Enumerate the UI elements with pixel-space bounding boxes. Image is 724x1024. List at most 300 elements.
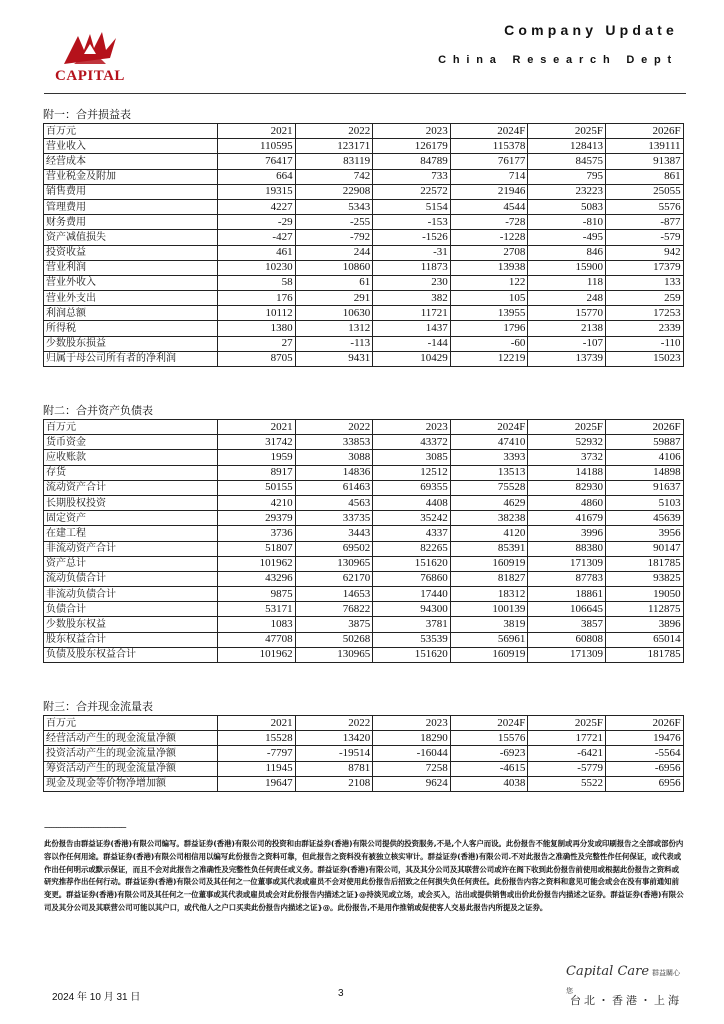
value-cell: 112875 bbox=[605, 602, 683, 617]
value-cell: 248 bbox=[528, 291, 606, 306]
value-cell: 18290 bbox=[373, 731, 451, 746]
eagle-logo-icon bbox=[44, 30, 136, 68]
value-cell: 61463 bbox=[295, 480, 373, 495]
value-cell: -16044 bbox=[373, 746, 451, 761]
value-cell: 82930 bbox=[528, 480, 606, 495]
row-label-cell: 非流动资产合计 bbox=[44, 541, 218, 556]
financial-table bbox=[43, 715, 684, 792]
year-header-cell: 2026F bbox=[605, 420, 683, 435]
value-cell: 664 bbox=[218, 169, 296, 184]
value-cell: 110595 bbox=[218, 139, 296, 154]
value-cell: 75528 bbox=[450, 480, 528, 495]
value-cell: 742 bbox=[295, 169, 373, 184]
row-label-cell: 营业利润 bbox=[44, 260, 218, 275]
year-header-cell: 2024F bbox=[450, 420, 528, 435]
value-cell: 8781 bbox=[295, 761, 373, 776]
value-cell: 90147 bbox=[605, 541, 683, 556]
value-cell: 52932 bbox=[528, 435, 606, 450]
value-cell: 5154 bbox=[373, 199, 451, 214]
value-cell: 81827 bbox=[450, 571, 528, 586]
value-cell: 101962 bbox=[218, 647, 296, 662]
value-cell: 106645 bbox=[528, 602, 606, 617]
value-cell: 83119 bbox=[295, 154, 373, 169]
value-cell: 5083 bbox=[528, 199, 606, 214]
value-cell: 382 bbox=[373, 291, 451, 306]
value-cell: -19514 bbox=[295, 746, 373, 761]
table-title: 附一：合并损益表 bbox=[43, 109, 131, 121]
table-row bbox=[44, 435, 684, 450]
unit-header-cell: 百万元 bbox=[44, 124, 218, 139]
value-cell: 14653 bbox=[295, 587, 373, 602]
value-cell: 3088 bbox=[295, 450, 373, 465]
table-row bbox=[44, 275, 684, 290]
year-header-cell: 2021 bbox=[218, 124, 296, 139]
value-cell: 2339 bbox=[605, 321, 683, 336]
value-cell: 10429 bbox=[373, 351, 451, 366]
value-cell: 11945 bbox=[218, 761, 296, 776]
table-row bbox=[44, 556, 684, 571]
value-cell: 130965 bbox=[295, 556, 373, 571]
table-row bbox=[44, 571, 684, 586]
value-cell: 2108 bbox=[295, 776, 373, 791]
value-cell: 130965 bbox=[295, 647, 373, 662]
value-cell: 17440 bbox=[373, 587, 451, 602]
value-cell: 2138 bbox=[528, 321, 606, 336]
value-cell: 3819 bbox=[450, 617, 528, 632]
value-cell: 18312 bbox=[450, 587, 528, 602]
table-row bbox=[44, 184, 684, 199]
office-cities: 台北・香港・上海 bbox=[570, 994, 682, 1007]
value-cell: 13513 bbox=[450, 465, 528, 480]
value-cell: 19647 bbox=[218, 776, 296, 791]
value-cell: -1228 bbox=[450, 230, 528, 245]
value-cell: 4337 bbox=[373, 526, 451, 541]
value-cell: 17379 bbox=[605, 260, 683, 275]
value-cell: 461 bbox=[218, 245, 296, 260]
value-cell: 51807 bbox=[218, 541, 296, 556]
table-row bbox=[44, 480, 684, 495]
value-cell: 22572 bbox=[373, 184, 451, 199]
year-header-cell: 2026F bbox=[605, 124, 683, 139]
value-cell: 19315 bbox=[218, 184, 296, 199]
value-cell: 15528 bbox=[218, 731, 296, 746]
value-cell: 291 bbox=[295, 291, 373, 306]
value-cell: 3443 bbox=[295, 526, 373, 541]
row-label-cell: 利润总额 bbox=[44, 306, 218, 321]
disclaimer-separator: ----------------------------------- bbox=[44, 822, 126, 833]
value-cell: 4544 bbox=[450, 199, 528, 214]
value-cell: 33735 bbox=[295, 511, 373, 526]
value-cell: -6421 bbox=[528, 746, 606, 761]
row-label-cell: 营业外支出 bbox=[44, 291, 218, 306]
value-cell: 122 bbox=[450, 275, 528, 290]
value-cell: 259 bbox=[605, 291, 683, 306]
capital-care-script: Capital Care bbox=[566, 964, 650, 979]
year-header-cell: 2021 bbox=[218, 420, 296, 435]
year-header-cell: 2024F bbox=[450, 124, 528, 139]
row-label-cell: 经营活动产生的现金流量净额 bbox=[44, 731, 218, 746]
value-cell: 13938 bbox=[450, 260, 528, 275]
table-row bbox=[44, 602, 684, 617]
value-cell: 1312 bbox=[295, 321, 373, 336]
value-cell: 76417 bbox=[218, 154, 296, 169]
report-type-title: Company Update bbox=[504, 22, 678, 38]
value-cell: -728 bbox=[450, 215, 528, 230]
value-cell: 5522 bbox=[528, 776, 606, 791]
row-label-cell: 资产减值损失 bbox=[44, 230, 218, 245]
value-cell: 3875 bbox=[295, 617, 373, 632]
value-cell: 181785 bbox=[605, 647, 683, 662]
value-cell: 14898 bbox=[605, 465, 683, 480]
value-cell: -107 bbox=[528, 336, 606, 351]
report-date: 2024 年 10 月 31 日 bbox=[52, 992, 141, 1003]
value-cell: 5343 bbox=[295, 199, 373, 214]
value-cell: 181785 bbox=[605, 556, 683, 571]
value-cell: 33853 bbox=[295, 435, 373, 450]
value-cell: -495 bbox=[528, 230, 606, 245]
table-header-row bbox=[44, 124, 684, 139]
value-cell: 10112 bbox=[218, 306, 296, 321]
value-cell: 846 bbox=[528, 245, 606, 260]
value-cell: 1959 bbox=[218, 450, 296, 465]
value-cell: 3736 bbox=[218, 526, 296, 541]
value-cell: 123171 bbox=[295, 139, 373, 154]
value-cell: 82265 bbox=[373, 541, 451, 556]
year-header-cell: 2021 bbox=[218, 716, 296, 731]
value-cell: 6956 bbox=[605, 776, 683, 791]
value-cell: 151620 bbox=[373, 647, 451, 662]
value-cell: 4227 bbox=[218, 199, 296, 214]
row-label-cell: 财务费用 bbox=[44, 215, 218, 230]
value-cell: -29 bbox=[218, 215, 296, 230]
row-label-cell: 少数股东损益 bbox=[44, 336, 218, 351]
table-row bbox=[44, 230, 684, 245]
value-cell: 3996 bbox=[528, 526, 606, 541]
year-header-cell: 2025F bbox=[528, 420, 606, 435]
value-cell: 65014 bbox=[605, 632, 683, 647]
value-cell: 85391 bbox=[450, 541, 528, 556]
row-label-cell: 非流动负债合计 bbox=[44, 587, 218, 602]
value-cell: 50155 bbox=[218, 480, 296, 495]
row-label-cell: 投资收益 bbox=[44, 245, 218, 260]
row-label-cell: 营业收入 bbox=[44, 139, 218, 154]
value-cell: 101962 bbox=[218, 556, 296, 571]
capital-care-logo bbox=[566, 962, 686, 995]
value-cell: 76177 bbox=[450, 154, 528, 169]
value-cell: 14188 bbox=[528, 465, 606, 480]
table-row bbox=[44, 351, 684, 366]
value-cell: -877 bbox=[605, 215, 683, 230]
value-cell: 139111 bbox=[605, 139, 683, 154]
value-cell: 76860 bbox=[373, 571, 451, 586]
value-cell: 3085 bbox=[373, 450, 451, 465]
row-label-cell: 营业外收入 bbox=[44, 275, 218, 290]
value-cell: 53539 bbox=[373, 632, 451, 647]
capital-logo bbox=[44, 30, 136, 86]
value-cell: 4210 bbox=[218, 495, 296, 510]
value-cell: -810 bbox=[528, 215, 606, 230]
value-cell: 8705 bbox=[218, 351, 296, 366]
disclaimer-text: 此份报告由群益证券(香港)有限公司编写。群益证券(香港)有限公司的投资和由群证益券(香港)有限公司提供的投资服务,不是,个人客户而设。此份报告不能复制或再分发或印刷报告之全部或部份内容以作任何用途。群益证券(香港)有限公司相信用以编写此份报告之资料可靠，但此报告之资料没有被独立核实审计。群益证券(香港)有限公司.不对此报告之准确性及完整性作任何保证，或代表或作出任何明示或默示保证，而且不会对此报告之准确性及完整性负任何责任或义务。群益证券(香港)有限公司，其及其分公司及其联营公司或许在阁下收到此份报告前使用或根据此份报告之资料或研究推荐作出任何行动。群益证券(香港)有限公司及其任何之一位董事或其代表或雇员不会对使用此份报告后招致之任何损失负任何责任。此份报告内容之资料和意见可能会或会在没有事前通知前变更。群益证券(香港)有限公司及其任何之一位董事或其代表或雇员或会对此份报告内描述之证}@持淡见或立场，或会买入，沽出或提供销售或出价此份报告内描述之证券。群益证券(香港)有限公司及其分公司及其联营公司可能以其户口，或代他人之户口买卖此份报告内描述之证}@。此份报告,不是用作推销或促使客人交易此报告内所提及之证券。 bbox=[44, 839, 684, 912]
value-cell: 3896 bbox=[605, 617, 683, 632]
value-cell: 47708 bbox=[218, 632, 296, 647]
row-label-cell: 负债合计 bbox=[44, 602, 218, 617]
year-header-cell: 2023 bbox=[373, 716, 451, 731]
value-cell: 4563 bbox=[295, 495, 373, 510]
value-cell: 171309 bbox=[528, 647, 606, 662]
logo-text: CAPITAL bbox=[55, 68, 125, 84]
value-cell: -5779 bbox=[528, 761, 606, 776]
value-cell: 17721 bbox=[528, 731, 606, 746]
cash-flow-section bbox=[43, 700, 683, 792]
value-cell: 91387 bbox=[605, 154, 683, 169]
year-header-cell: 2022 bbox=[295, 124, 373, 139]
header-divider bbox=[44, 93, 686, 94]
value-cell: 18861 bbox=[528, 587, 606, 602]
value-cell: -427 bbox=[218, 230, 296, 245]
row-label-cell: 筹资活动产生的现金流量净额 bbox=[44, 761, 218, 776]
value-cell: 56961 bbox=[450, 632, 528, 647]
value-cell: 25055 bbox=[605, 184, 683, 199]
department-subtitle: China Research Dept bbox=[438, 54, 678, 66]
value-cell: 9875 bbox=[218, 587, 296, 602]
page-number: 3 bbox=[338, 988, 344, 999]
value-cell: 714 bbox=[450, 169, 528, 184]
value-cell: 84789 bbox=[373, 154, 451, 169]
value-cell: 13420 bbox=[295, 731, 373, 746]
value-cell: 133 bbox=[605, 275, 683, 290]
value-cell: -579 bbox=[605, 230, 683, 245]
row-label-cell: 流动负债合计 bbox=[44, 571, 218, 586]
value-cell: 9624 bbox=[373, 776, 451, 791]
value-cell: 43372 bbox=[373, 435, 451, 450]
value-cell: 31742 bbox=[218, 435, 296, 450]
row-label-cell: 归属于母公司所有者的净利润 bbox=[44, 351, 218, 366]
value-cell: -792 bbox=[295, 230, 373, 245]
value-cell: 93825 bbox=[605, 571, 683, 586]
row-label-cell: 投资活动产生的现金流量净额 bbox=[44, 746, 218, 761]
year-header-cell: 2023 bbox=[373, 420, 451, 435]
table-row bbox=[44, 495, 684, 510]
table-row bbox=[44, 215, 684, 230]
table-row bbox=[44, 776, 684, 791]
value-cell: 151620 bbox=[373, 556, 451, 571]
table-row bbox=[44, 199, 684, 214]
value-cell: 3393 bbox=[450, 450, 528, 465]
value-cell: 11873 bbox=[373, 260, 451, 275]
value-cell: -6923 bbox=[450, 746, 528, 761]
value-cell: 29379 bbox=[218, 511, 296, 526]
value-cell: -1526 bbox=[373, 230, 451, 245]
value-cell: 1083 bbox=[218, 617, 296, 632]
table-row bbox=[44, 306, 684, 321]
value-cell: 91637 bbox=[605, 480, 683, 495]
value-cell: 5576 bbox=[605, 199, 683, 214]
value-cell: 19476 bbox=[605, 731, 683, 746]
table-row bbox=[44, 526, 684, 541]
row-label-cell: 经营成本 bbox=[44, 154, 218, 169]
value-cell: 15576 bbox=[450, 731, 528, 746]
value-cell: 50268 bbox=[295, 632, 373, 647]
unit-header-cell: 百万元 bbox=[44, 420, 218, 435]
value-cell: 5103 bbox=[605, 495, 683, 510]
value-cell: 12219 bbox=[450, 351, 528, 366]
value-cell: 84575 bbox=[528, 154, 606, 169]
financial-table bbox=[43, 419, 684, 663]
value-cell: 176 bbox=[218, 291, 296, 306]
value-cell: 61 bbox=[295, 275, 373, 290]
table-header-row bbox=[44, 420, 684, 435]
row-label-cell: 少数股东权益 bbox=[44, 617, 218, 632]
row-label-cell: 管理费用 bbox=[44, 199, 218, 214]
value-cell: 17253 bbox=[605, 306, 683, 321]
value-cell: 128413 bbox=[528, 139, 606, 154]
value-cell: 9431 bbox=[295, 351, 373, 366]
value-cell: 59887 bbox=[605, 435, 683, 450]
table-row bbox=[44, 632, 684, 647]
row-label-cell: 现金及现金等价物净增加额 bbox=[44, 776, 218, 791]
value-cell: 69502 bbox=[295, 541, 373, 556]
row-label-cell: 股东权益合计 bbox=[44, 632, 218, 647]
capital-care-cn: 群益關心您 bbox=[566, 969, 681, 995]
table-row bbox=[44, 647, 684, 662]
table-row bbox=[44, 587, 684, 602]
row-label-cell: 负债及股东权益合计 bbox=[44, 647, 218, 662]
value-cell: 62170 bbox=[295, 571, 373, 586]
value-cell: -5564 bbox=[605, 746, 683, 761]
value-cell: 10230 bbox=[218, 260, 296, 275]
value-cell: 88380 bbox=[528, 541, 606, 556]
year-header-cell: 2025F bbox=[528, 124, 606, 139]
value-cell: 244 bbox=[295, 245, 373, 260]
value-cell: 15770 bbox=[528, 306, 606, 321]
income-statement-section bbox=[43, 108, 683, 367]
value-cell: 1796 bbox=[450, 321, 528, 336]
row-label-cell: 长期股权投资 bbox=[44, 495, 218, 510]
value-cell: 27 bbox=[218, 336, 296, 351]
value-cell: -113 bbox=[295, 336, 373, 351]
table-row bbox=[44, 731, 684, 746]
year-header-cell: 2026F bbox=[605, 716, 683, 731]
value-cell: 13739 bbox=[528, 351, 606, 366]
year-header-cell: 2023 bbox=[373, 124, 451, 139]
value-cell: 942 bbox=[605, 245, 683, 260]
value-cell: 4629 bbox=[450, 495, 528, 510]
year-header-cell: 2025F bbox=[528, 716, 606, 731]
table-title: 附三：合并现金流量表 bbox=[43, 701, 153, 713]
row-label-cell: 应收账款 bbox=[44, 450, 218, 465]
year-header-cell: 2024F bbox=[450, 716, 528, 731]
value-cell: 11721 bbox=[373, 306, 451, 321]
table-row bbox=[44, 450, 684, 465]
table-row bbox=[44, 169, 684, 184]
value-cell: 7258 bbox=[373, 761, 451, 776]
value-cell: 15023 bbox=[605, 351, 683, 366]
value-cell: 1380 bbox=[218, 321, 296, 336]
value-cell: 3732 bbox=[528, 450, 606, 465]
value-cell: 8917 bbox=[218, 465, 296, 480]
value-cell: -7797 bbox=[218, 746, 296, 761]
value-cell: 126179 bbox=[373, 139, 451, 154]
value-cell: 100139 bbox=[450, 602, 528, 617]
row-label-cell: 固定资产 bbox=[44, 511, 218, 526]
value-cell: 14836 bbox=[295, 465, 373, 480]
row-label-cell: 所得税 bbox=[44, 321, 218, 336]
value-cell: 795 bbox=[528, 169, 606, 184]
row-label-cell: 资产总计 bbox=[44, 556, 218, 571]
value-cell: 22908 bbox=[295, 184, 373, 199]
value-cell: 2708 bbox=[450, 245, 528, 260]
value-cell: 105 bbox=[450, 291, 528, 306]
value-cell: 230 bbox=[373, 275, 451, 290]
value-cell: 43296 bbox=[218, 571, 296, 586]
value-cell: 76822 bbox=[295, 602, 373, 617]
value-cell: 45639 bbox=[605, 511, 683, 526]
balance-sheet-section bbox=[43, 404, 683, 663]
value-cell: 115378 bbox=[450, 139, 528, 154]
value-cell: 4120 bbox=[450, 526, 528, 541]
value-cell: 10630 bbox=[295, 306, 373, 321]
row-label-cell: 存货 bbox=[44, 465, 218, 480]
table-row bbox=[44, 746, 684, 761]
value-cell: -153 bbox=[373, 215, 451, 230]
value-cell: 94300 bbox=[373, 602, 451, 617]
value-cell: 3781 bbox=[373, 617, 451, 632]
row-label-cell: 营业税金及附加 bbox=[44, 169, 218, 184]
table-row bbox=[44, 321, 684, 336]
value-cell: 160919 bbox=[450, 647, 528, 662]
year-header-cell: 2022 bbox=[295, 420, 373, 435]
value-cell: 47410 bbox=[450, 435, 528, 450]
value-cell: 4860 bbox=[528, 495, 606, 510]
value-cell: 12512 bbox=[373, 465, 451, 480]
value-cell: 118 bbox=[528, 275, 606, 290]
value-cell: -4615 bbox=[450, 761, 528, 776]
value-cell: 160919 bbox=[450, 556, 528, 571]
value-cell: -144 bbox=[373, 336, 451, 351]
financial-table bbox=[43, 123, 684, 367]
row-label-cell: 在建工程 bbox=[44, 526, 218, 541]
value-cell: 4038 bbox=[450, 776, 528, 791]
row-label-cell: 销售费用 bbox=[44, 184, 218, 199]
value-cell: -6956 bbox=[605, 761, 683, 776]
row-label-cell: 货币资金 bbox=[44, 435, 218, 450]
value-cell: -255 bbox=[295, 215, 373, 230]
table-row bbox=[44, 465, 684, 480]
value-cell: -31 bbox=[373, 245, 451, 260]
table-row bbox=[44, 541, 684, 556]
value-cell: -110 bbox=[605, 336, 683, 351]
value-cell: 69355 bbox=[373, 480, 451, 495]
table-row bbox=[44, 336, 684, 351]
value-cell: 4408 bbox=[373, 495, 451, 510]
table-row bbox=[44, 245, 684, 260]
table-row bbox=[44, 761, 684, 776]
value-cell: 3857 bbox=[528, 617, 606, 632]
value-cell: 1437 bbox=[373, 321, 451, 336]
value-cell: 53171 bbox=[218, 602, 296, 617]
value-cell: 10860 bbox=[295, 260, 373, 275]
table-row bbox=[44, 154, 684, 169]
value-cell: 3956 bbox=[605, 526, 683, 541]
value-cell: 23223 bbox=[528, 184, 606, 199]
table-row bbox=[44, 260, 684, 275]
value-cell: -60 bbox=[450, 336, 528, 351]
value-cell: 13955 bbox=[450, 306, 528, 321]
value-cell: 21946 bbox=[450, 184, 528, 199]
value-cell: 35242 bbox=[373, 511, 451, 526]
table-header-row bbox=[44, 716, 684, 731]
